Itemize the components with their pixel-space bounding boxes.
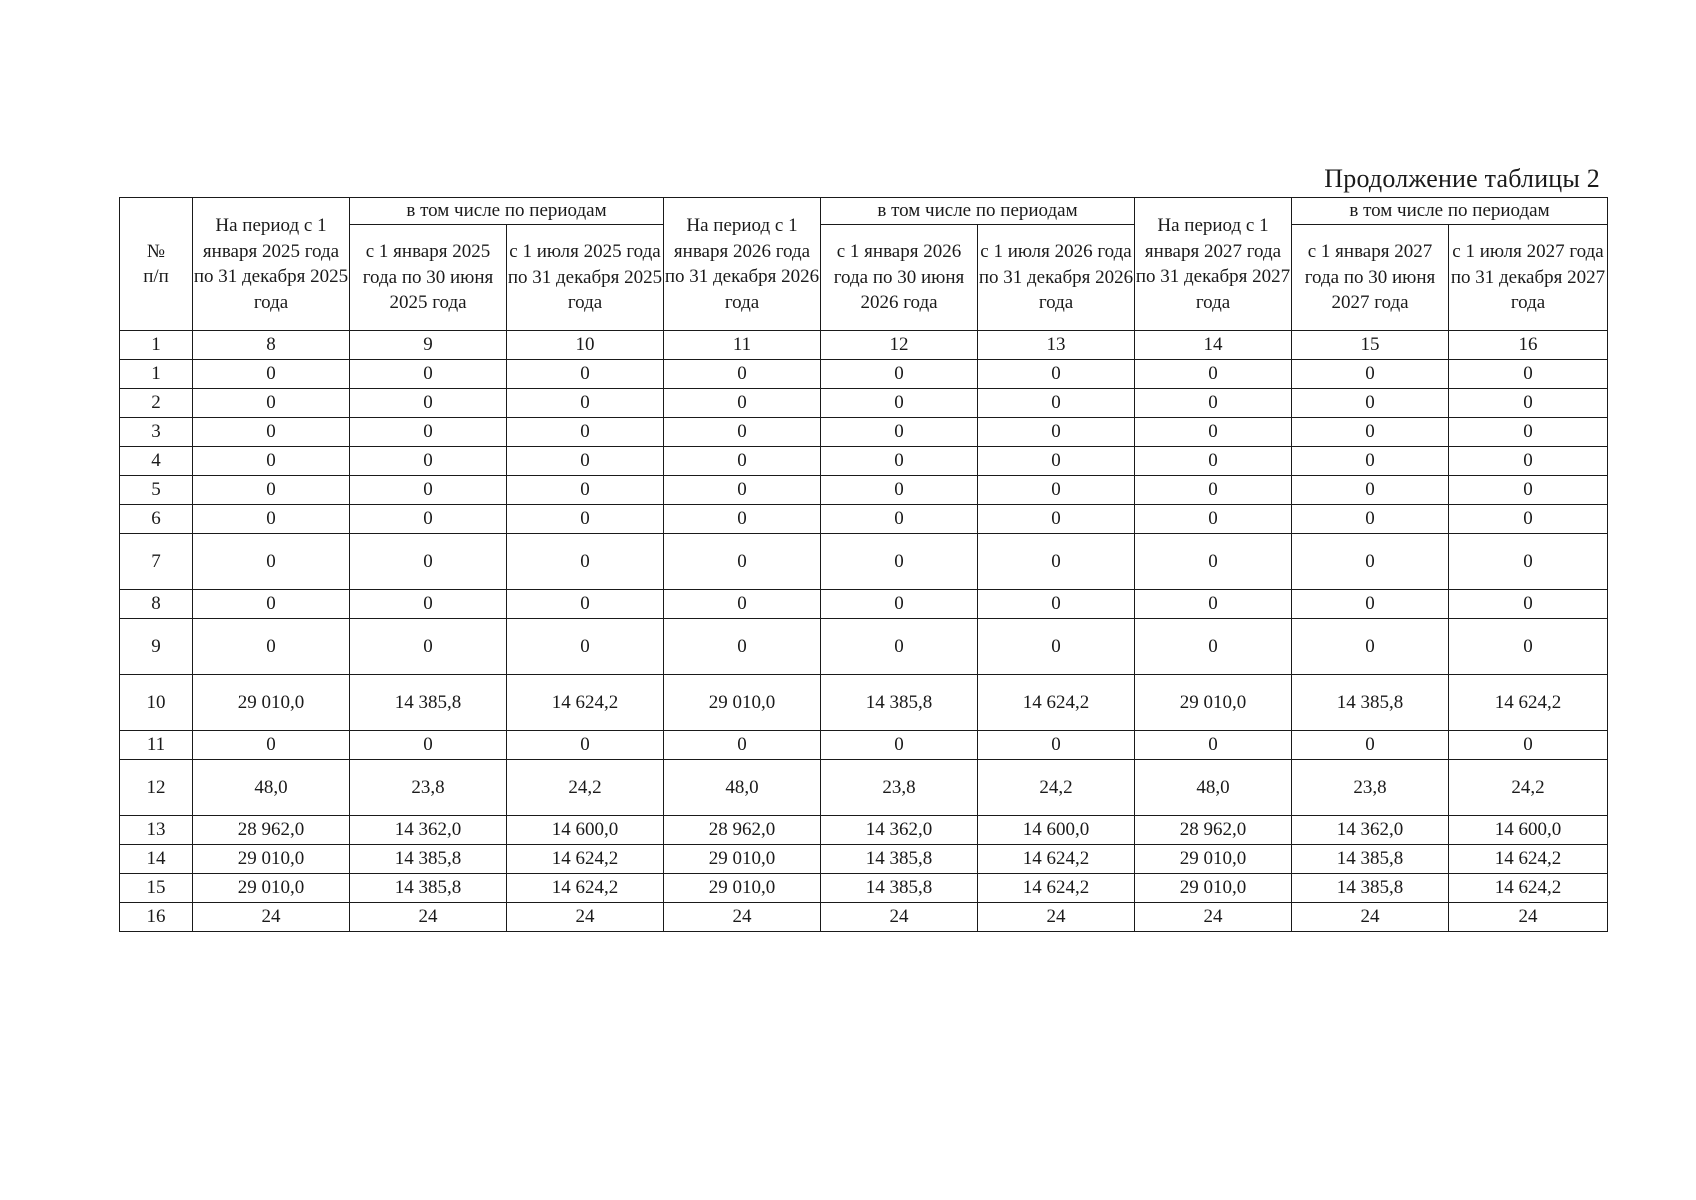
table-cell: 48,0 <box>193 760 350 816</box>
table-cell: 0 <box>1135 619 1292 675</box>
table-cell: 0 <box>821 505 978 534</box>
table-cell: 14 385,8 <box>821 845 978 874</box>
table-cell: 0 <box>1449 476 1608 505</box>
table-cell: 14 362,0 <box>350 816 507 845</box>
table-cell: 14 624,2 <box>1449 675 1608 731</box>
table-cell: 0 <box>1292 447 1449 476</box>
table-cell: 0 <box>821 418 978 447</box>
table-cell: 0 <box>664 418 821 447</box>
table-cell: 0 <box>1449 389 1608 418</box>
table-cell: 0 <box>821 619 978 675</box>
table-cell: 0 <box>1449 505 1608 534</box>
table-cell: 14 624,2 <box>1449 845 1608 874</box>
table-row <box>120 360 1608 389</box>
row-number: 11 <box>120 731 193 760</box>
table-cell: 14 385,8 <box>821 675 978 731</box>
table-cell: 0 <box>1135 590 1292 619</box>
table-cell: 0 <box>1292 505 1449 534</box>
table-cell: 0 <box>350 590 507 619</box>
table-cell: 0 <box>1135 731 1292 760</box>
table-cell: 14 385,8 <box>821 874 978 903</box>
column-number: 16 <box>1449 331 1608 360</box>
table-cell: 24 <box>978 903 1135 932</box>
table-cell: 0 <box>1135 418 1292 447</box>
header-period-2026: На период с 1 января 2026 года по 31 декабря 2026 года <box>664 198 821 331</box>
table-cell: 0 <box>978 534 1135 590</box>
table-row <box>120 903 1608 932</box>
row-number: 3 <box>120 418 193 447</box>
table-cell: 29 010,0 <box>664 845 821 874</box>
table-cell: 0 <box>978 476 1135 505</box>
table-cell: 0 <box>507 476 664 505</box>
table-cell: 24 <box>1449 903 1608 932</box>
column-number-row <box>120 331 1608 360</box>
header-h2-2027: с 1 июля 2027 года по 31 декабря 2027 года <box>1449 225 1608 331</box>
header-incl-2026: в том числе по периодам <box>821 198 1135 225</box>
column-number: 11 <box>664 331 821 360</box>
table-cell: 0 <box>1135 505 1292 534</box>
column-number: 14 <box>1135 331 1292 360</box>
table-cell: 0 <box>1292 389 1449 418</box>
table-row <box>120 418 1608 447</box>
table-row <box>120 816 1608 845</box>
table-cell: 0 <box>1292 619 1449 675</box>
table-cell: 0 <box>664 731 821 760</box>
table-cell: 24 <box>507 903 664 932</box>
table-cell: 0 <box>507 360 664 389</box>
header-h2-2025: с 1 июля 2025 года по 31 декабря 2025 года <box>507 225 664 331</box>
table-cell: 0 <box>507 534 664 590</box>
table-cell: 24 <box>193 903 350 932</box>
table-cell: 0 <box>193 534 350 590</box>
table-cell: 24 <box>350 903 507 932</box>
row-number: 5 <box>120 476 193 505</box>
table-cell: 24 <box>1135 903 1292 932</box>
table-cell: 0 <box>507 418 664 447</box>
table-cell: 0 <box>664 389 821 418</box>
row-number: 6 <box>120 505 193 534</box>
table-cell: 0 <box>1449 447 1608 476</box>
table-cell: 0 <box>1449 418 1608 447</box>
table-cell: 0 <box>350 389 507 418</box>
table-cell: 0 <box>507 389 664 418</box>
table-cell: 29 010,0 <box>664 675 821 731</box>
table-cell: 29 010,0 <box>193 675 350 731</box>
table-cell: 14 385,8 <box>350 874 507 903</box>
column-number: 10 <box>507 331 664 360</box>
table-cell: 0 <box>978 418 1135 447</box>
table-cell: 24,2 <box>507 760 664 816</box>
table-cell: 14 385,8 <box>1292 845 1449 874</box>
table-cell: 14 600,0 <box>1449 816 1608 845</box>
table-cell: 14 624,2 <box>507 845 664 874</box>
table-cell: 0 <box>1449 619 1608 675</box>
row-number: 12 <box>120 760 193 816</box>
table-cell: 28 962,0 <box>664 816 821 845</box>
row-number: 10 <box>120 675 193 731</box>
column-number: 15 <box>1292 331 1449 360</box>
table-cell: 14 624,2 <box>1449 874 1608 903</box>
table-cell: 0 <box>193 360 350 389</box>
table-cell: 0 <box>507 619 664 675</box>
header-h1-2026: с 1 января 2026 года по 30 июня 2026 года <box>821 225 978 331</box>
table-cell: 0 <box>1292 476 1449 505</box>
table-cell: 0 <box>507 590 664 619</box>
data-table <box>119 197 1608 932</box>
table-cell: 0 <box>193 418 350 447</box>
header-incl-2025: в том числе по периодам <box>350 198 664 225</box>
table-row <box>120 619 1608 675</box>
table-cell: 0 <box>507 447 664 476</box>
table-cell: 0 <box>821 476 978 505</box>
table-cell: 0 <box>978 619 1135 675</box>
table-cell: 24 <box>821 903 978 932</box>
table-cell: 0 <box>193 476 350 505</box>
table-cell: 0 <box>350 619 507 675</box>
table-row <box>120 731 1608 760</box>
table-cell: 14 624,2 <box>978 675 1135 731</box>
row-number: 13 <box>120 816 193 845</box>
table-row <box>120 505 1608 534</box>
table-row <box>120 590 1608 619</box>
header-period-2025: На период с 1 января 2025 года по 31 декабря 2025 года <box>193 198 350 331</box>
table-cell: 0 <box>1135 476 1292 505</box>
table-cell: 0 <box>350 731 507 760</box>
table-cell: 0 <box>664 534 821 590</box>
header-h1-2027: с 1 января 2027 года по 30 июня 2027 года <box>1292 225 1449 331</box>
table-cell: 0 <box>821 534 978 590</box>
header-incl-2027: в том числе по периодам <box>1292 198 1608 225</box>
table-cell: 0 <box>1135 389 1292 418</box>
table-cell: 14 624,2 <box>507 874 664 903</box>
table-cell: 0 <box>507 505 664 534</box>
table-cell: 0 <box>664 447 821 476</box>
table-cell: 24 <box>1292 903 1449 932</box>
table-cell: 0 <box>821 590 978 619</box>
table-cell: 0 <box>978 505 1135 534</box>
column-number: 13 <box>978 331 1135 360</box>
table-cell: 0 <box>821 731 978 760</box>
table-cell: 0 <box>1292 360 1449 389</box>
table-cell: 29 010,0 <box>664 874 821 903</box>
column-number: 12 <box>821 331 978 360</box>
table-cell: 0 <box>507 731 664 760</box>
table-row <box>120 760 1608 816</box>
table-cell: 23,8 <box>821 760 978 816</box>
table-row <box>120 845 1608 874</box>
table-cell: 0 <box>193 590 350 619</box>
row-number: 2 <box>120 389 193 418</box>
table-cell: 48,0 <box>664 760 821 816</box>
table-row <box>120 447 1608 476</box>
table-cell: 14 600,0 <box>978 816 1135 845</box>
table-cell: 0 <box>1292 418 1449 447</box>
table-cell: 0 <box>664 476 821 505</box>
table-cell: 0 <box>350 505 507 534</box>
row-number: 16 <box>120 903 193 932</box>
table-cell: 0 <box>350 476 507 505</box>
table-cell: 0 <box>978 590 1135 619</box>
table-cell: 0 <box>350 418 507 447</box>
table-cell: 0 <box>1449 590 1608 619</box>
table-cell: 0 <box>821 389 978 418</box>
header-num: № п/п <box>120 198 193 331</box>
table-cell: 0 <box>978 447 1135 476</box>
table-cell: 29 010,0 <box>193 874 350 903</box>
table-cell: 28 962,0 <box>1135 816 1292 845</box>
table-cell: 0 <box>664 590 821 619</box>
table-cell: 0 <box>193 447 350 476</box>
table-cell: 0 <box>821 447 978 476</box>
column-number: 1 <box>120 331 193 360</box>
table-cell: 0 <box>1292 590 1449 619</box>
table-cell: 14 600,0 <box>507 816 664 845</box>
table-cell: 0 <box>664 505 821 534</box>
table-cell: 29 010,0 <box>1135 845 1292 874</box>
table-row <box>120 476 1608 505</box>
table-cell: 0 <box>1135 447 1292 476</box>
table-cell: 24,2 <box>1449 760 1608 816</box>
table-row <box>120 534 1608 590</box>
table-cell: 14 385,8 <box>350 675 507 731</box>
table-cell: 0 <box>1449 731 1608 760</box>
table-cell: 0 <box>1292 534 1449 590</box>
header-h2-2026: с 1 июля 2026 года по 31 декабря 2026 года <box>978 225 1135 331</box>
table-cell: 0 <box>193 619 350 675</box>
table-cell: 23,8 <box>1292 760 1449 816</box>
row-number: 8 <box>120 590 193 619</box>
table-cell: 0 <box>664 619 821 675</box>
row-number: 7 <box>120 534 193 590</box>
row-number: 1 <box>120 360 193 389</box>
table-row <box>120 389 1608 418</box>
header-period-2027: На период с 1 января 2027 года по 31 декабря 2027 года <box>1135 198 1292 331</box>
table-cell: 14 385,8 <box>350 845 507 874</box>
table-cell: 23,8 <box>350 760 507 816</box>
table-cell: 0 <box>193 505 350 534</box>
table-cell: 0 <box>350 447 507 476</box>
table-cell: 0 <box>1135 534 1292 590</box>
table-cell: 0 <box>664 360 821 389</box>
header-h1-2025: с 1 января 2025 года по 30 июня 2025 года <box>350 225 507 331</box>
row-number: 9 <box>120 619 193 675</box>
table-cell: 0 <box>978 389 1135 418</box>
table-cell: 14 362,0 <box>821 816 978 845</box>
table-cell: 29 010,0 <box>1135 675 1292 731</box>
table-cell: 0 <box>821 360 978 389</box>
table-cell: 0 <box>350 360 507 389</box>
table-cell: 29 010,0 <box>193 845 350 874</box>
table-cell: 24,2 <box>978 760 1135 816</box>
table-caption: Продолжение таблицы 2 <box>1324 164 1600 193</box>
table-cell: 29 010,0 <box>1135 874 1292 903</box>
table-cell: 0 <box>1449 360 1608 389</box>
table-cell: 0 <box>978 731 1135 760</box>
table-cell: 48,0 <box>1135 760 1292 816</box>
table-cell: 0 <box>1449 534 1608 590</box>
table-cell: 0 <box>193 731 350 760</box>
table-cell: 0 <box>193 389 350 418</box>
table-cell: 28 962,0 <box>193 816 350 845</box>
table-cell: 0 <box>978 360 1135 389</box>
table-cell: 24 <box>664 903 821 932</box>
column-number: 9 <box>350 331 507 360</box>
table-cell: 14 362,0 <box>1292 816 1449 845</box>
table-cell: 14 624,2 <box>978 845 1135 874</box>
row-number: 14 <box>120 845 193 874</box>
table-cell: 14 385,8 <box>1292 874 1449 903</box>
table-cell: 0 <box>1292 731 1449 760</box>
row-number: 15 <box>120 874 193 903</box>
table-cell: 14 624,2 <box>507 675 664 731</box>
column-number: 8 <box>193 331 350 360</box>
table-cell: 0 <box>350 534 507 590</box>
table-cell: 14 624,2 <box>978 874 1135 903</box>
table-row <box>120 675 1608 731</box>
table-row <box>120 874 1608 903</box>
row-number: 4 <box>120 447 193 476</box>
table-cell: 0 <box>1135 360 1292 389</box>
table-cell: 14 385,8 <box>1292 675 1449 731</box>
